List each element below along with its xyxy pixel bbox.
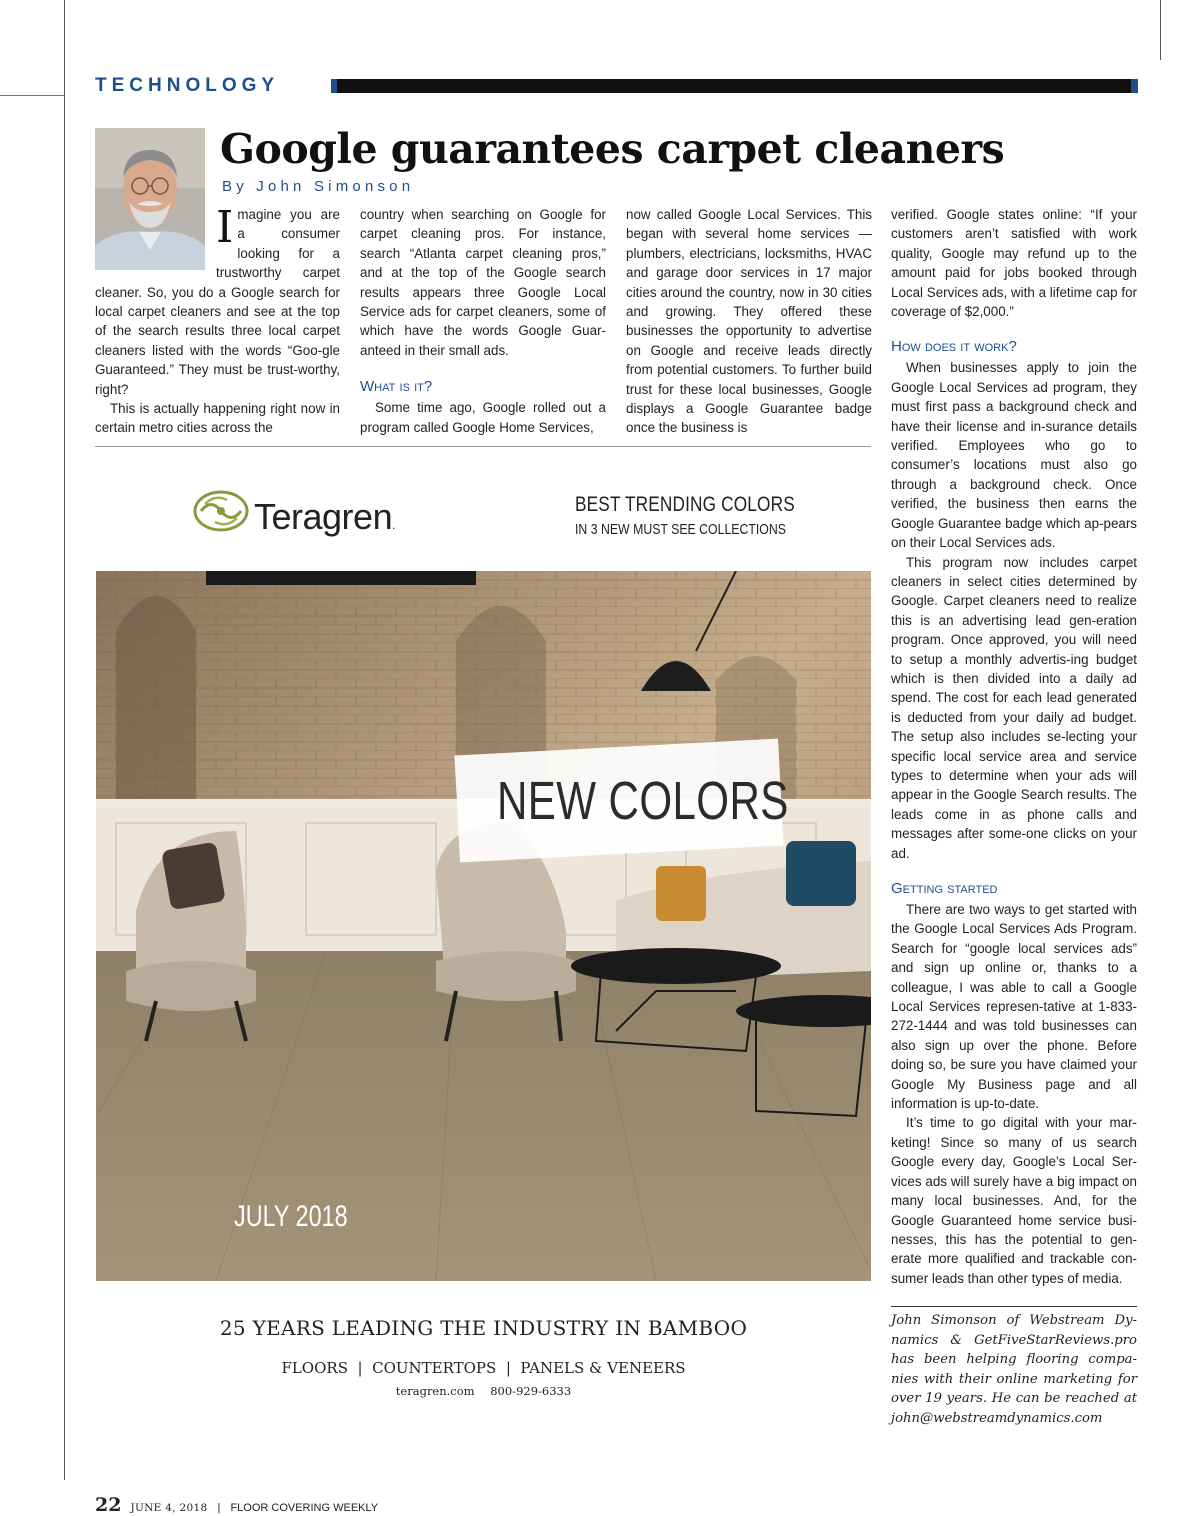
brand-name: Teragren	[254, 496, 393, 537]
article-column-2	[360, 205, 606, 437]
article-column-3	[626, 205, 872, 438]
page-number: 22	[95, 1494, 122, 1516]
photo-wrap-spacer	[95, 205, 216, 270]
publication-name: FLOOR COVERING WEEKLY	[230, 1502, 379, 1514]
drop-cap: I	[216, 202, 234, 253]
issue-date: JUNE 4, 2018	[130, 1502, 208, 1514]
ad-products: FLOORS | COUNTERTOPS | PANELS & VENEERS	[281, 1359, 686, 1377]
article-column-4	[891, 205, 1137, 1288]
article-column-1	[95, 202, 340, 438]
bio-rule	[891, 1306, 1137, 1307]
col4-paragraph-2: When businesses apply to join the Google Local Services ad program, they must first pass a background check and have their license and in-surance details verified. Employees who go to consumer’s locations must also go through a background check. Once verified, the business then earns the Google Guarantee badge which ap-pears on their Local Services ads.	[891, 360, 1137, 551]
crop-mark-left	[64, 0, 65, 1480]
footer-separator: |	[217, 1502, 221, 1514]
teragren-logo-icon	[193, 490, 249, 532]
article-byline: By John Simonson	[222, 178, 415, 195]
ad-new-colors: NEW COLORS	[497, 771, 789, 831]
section-rule-end	[1131, 79, 1138, 93]
article-headline: Google guarantees carpet cleaners	[220, 125, 1005, 173]
subhead-how-does-it-work: How does it work?	[891, 338, 1017, 356]
page-footer	[95, 1494, 378, 1516]
teragren-logo-text	[254, 496, 395, 538]
ad-trend-line-1: BEST TRENDING COLORS	[575, 493, 795, 516]
ad-date: JULY 2018	[234, 1200, 348, 1233]
ad-contact	[96, 1384, 871, 1398]
subhead-what-is-it: What is it?	[360, 378, 433, 396]
ad-interior-photo	[96, 571, 871, 1281]
ad-website[interactable]: teragren.com	[395, 1384, 475, 1398]
ad-top-rule	[95, 446, 871, 447]
ad-tagline: 25 YEARS LEADING THE INDUSTRY IN BAMBOO	[219, 1316, 748, 1340]
col1-paragraph-1: magine you are a consumer looking for a trustworthy carpet cleaner. So, you do a Google search for local carpet cleaners and see at the top of the search results three local carpet cleaners listed with the words “Goo-gle Guaranteed.” They must be trust-worthy, right?	[95, 207, 340, 397]
crop-mark-right	[1160, 0, 1161, 60]
col2-paragraph-2: Some time ago, Google rolled out a program called Google Home Services,	[360, 400, 606, 435]
col2-paragraph-1: country when searching on Google for carpet cleaning pros. For instance, search “Atlanta carpet cleaning pros,” and at the top of the Google search results appears three Google Local Service ads for carpet cleaners, some of which have the words Google Guar-anteed in their small ads.	[360, 207, 606, 358]
ad-trend-line-2: IN 3 NEW MUST SEE COLLECTIONS	[575, 521, 786, 538]
col4-paragraph-3: This program now includes carpet cleaners in select cities determined by Google. Carpet cleaners need to realize this is an advertising lead gen-eration program. Once approved, you will need to setup a monthly advertis-ing budget which is then divided into a daily ad spend. The cost for each lead generated is deducted from your daily ad budget. The setup also includes se-lecting your specific local service area and service types to determine when your ads will appear in the Google Search results. The leads come in as phone calls and messages after some-one clicks on your ad.	[891, 554, 1137, 861]
section-label: TECHNOLOGY	[95, 75, 280, 96]
col4-paragraph-4: There are two ways to get started with the Google Local Services Ads Program. Search for “google local services ads” and sign up online or, thanks to a colleague, I was able to call a Google Local Services represen-tative at 1-833-272-1444 and was told businesses can also sign up over the phone. Before doing so, be sure you have claimed your Google My Business page and all information is up-to-date.	[891, 902, 1137, 1112]
ad-phone: 800-929-6333	[490, 1384, 572, 1398]
crop-mark-top	[0, 95, 64, 96]
col4-paragraph-5: It’s time to go digital with your mar-keting! Since so many of us search Google every day, Google’s Local Ser-vices ads will surely have a big impact on many local businesses. And, for the Google Guaranteed home service busi-nesses, this has the potential to gen-erate more qualified and trackable con-sumer leads than other types of media.	[891, 1115, 1137, 1286]
col1-paragraph-2: This is actually happening right now in certain metro cities across the	[95, 401, 340, 436]
col3-paragraph-1: now called Google Local Services. This began with several home services — plumbers, electricians, locksmiths, HVAC and garage door services in 17 major cities around the country, now in 30 cities and growing. They offered these businesses the opportunity to advertise on Google and receive leads directly from potential customers. To further build trust for these local businesses, Google displays a Google Guarantee badge once the business is	[626, 207, 872, 436]
section-rule	[331, 79, 1138, 93]
section-header	[95, 76, 1138, 96]
col4-paragraph-1: verified. Google states online: “If your customers aren’t satisfied with work quality, Google may refund up to the amount paid for jobs booked through Local Services ads, with a lifetime cap for coverage of $2,000.”	[891, 207, 1137, 320]
subhead-getting-started: Getting started	[891, 880, 998, 897]
author-bio: John Simonson of Webstream Dy-namics & GetFiveStarReviews.pro has been helping flooring compa-nies with their online marketing for over 19 years. He can be reached at john@webstreamdynamics.com	[891, 1313, 1137, 1426]
registered-mark: .	[392, 518, 395, 532]
